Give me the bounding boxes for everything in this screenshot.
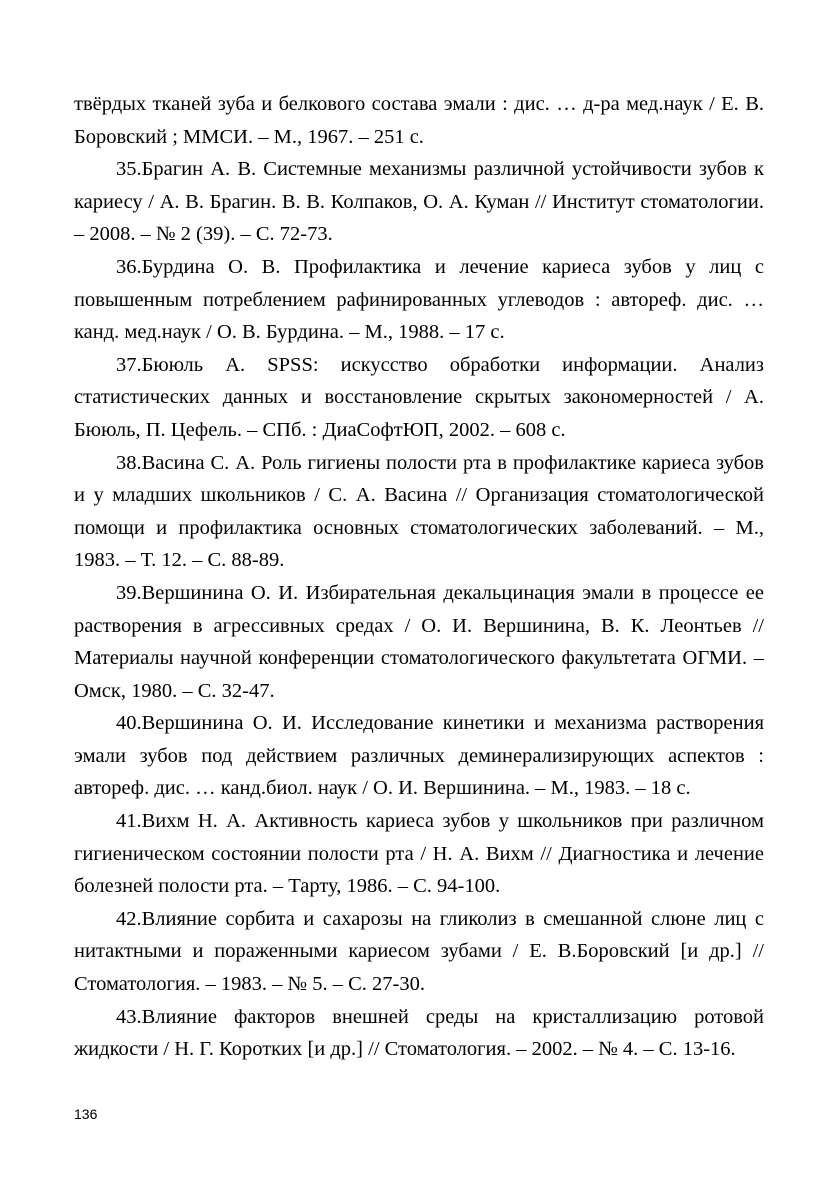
reference-item-40: 40.Вершинина О. И. Исследование кинетики и механизма растворения эмали зубов под действием различных деминерализирующих аспектов : автореф. дис. … канд.биол. наук / О. И. Вершинина. – М., 1983. – 18 с. bbox=[74, 712, 764, 800]
reference-item-39: 39.Вершинина О. И. Избирательная декальцинация эмали в процессе ее растворения в агрессивных средах / О. И. Вершинина, В. К. Леонтьев // Материалы научной конференции стоматологического факультетата ОГМИ. – Омск, 1980. – С. 32-47. bbox=[74, 581, 764, 702]
reference-item-41: 41.Вихм Н. А. Активность кариеса зубов у школьников при различном гигиеническом состоянии полости рта / Н. А. Вихм // Диагностика и лечение болезней полости рта. – Тарту, 1986. – С. 94-100. bbox=[74, 810, 764, 898]
reference-item-43: 43.Влияние факторов внешней среды на кристаллизацию ротовой жидкости / Н. Г. Коротких [и др.] // Стоматология. – 2002. – № 4. – С. 13-16. bbox=[74, 1005, 764, 1061]
reference-list bbox=[74, 88, 764, 1066]
reference-item-42: 42.Влияние сорбита и сахарозы на гликолиз в смешанной слюне лиц с нитактными и пораженными кариесом зубами / Е. В.Боровский [и др.] // Стоматология. – 1983. – № 5. – С. 27-30. bbox=[74, 907, 764, 996]
page-number: 136 bbox=[74, 1106, 98, 1122]
reference-item-35: 35.Брагин А. В. Системные механизмы различной устойчивости зубов к кариесу / А. В. Брагин. В. В. Колпаков, О. А. Куман // Институт стоматологии. – 2008. – № 2 (39). – С. 72-73. bbox=[74, 158, 764, 246]
reference-item-38: 38.Васина С. А. Роль гигиены полости рта в профилактике кариеса зубов и у младших школьников / С. А. Васина // Организация стоматологической помощи и профилактика основных стоматологических заболеваний. – М., 1983. – Т. 12. – С. 88-89. bbox=[74, 451, 764, 572]
reference-item-36: 36.Бурдина О. В. Профилактика и лечение кариеса зубов у лиц с повышенным потреблением рафинированных углеводов : автореф. дис. … канд. мед.наук / О. В. Бурдина. – М., 1988. – 17 с. bbox=[74, 255, 764, 344]
reference-continuation: твёрдых тканей зуба и белкового состава эмали : дис. … д-ра мед.наук / Е. В. Боровский ; ММСИ. – М., 1967. – 251 с. bbox=[74, 93, 764, 148]
reference-item-37: 37.Бююль А. SPSS: искусство обработки информации. Анализ статистических данных и восстановление скрытых закономерностей / А. Бююль, П. Цефель. – СПб. : ДиаСофтЮП, 2002. – 608 с. bbox=[74, 353, 764, 441]
